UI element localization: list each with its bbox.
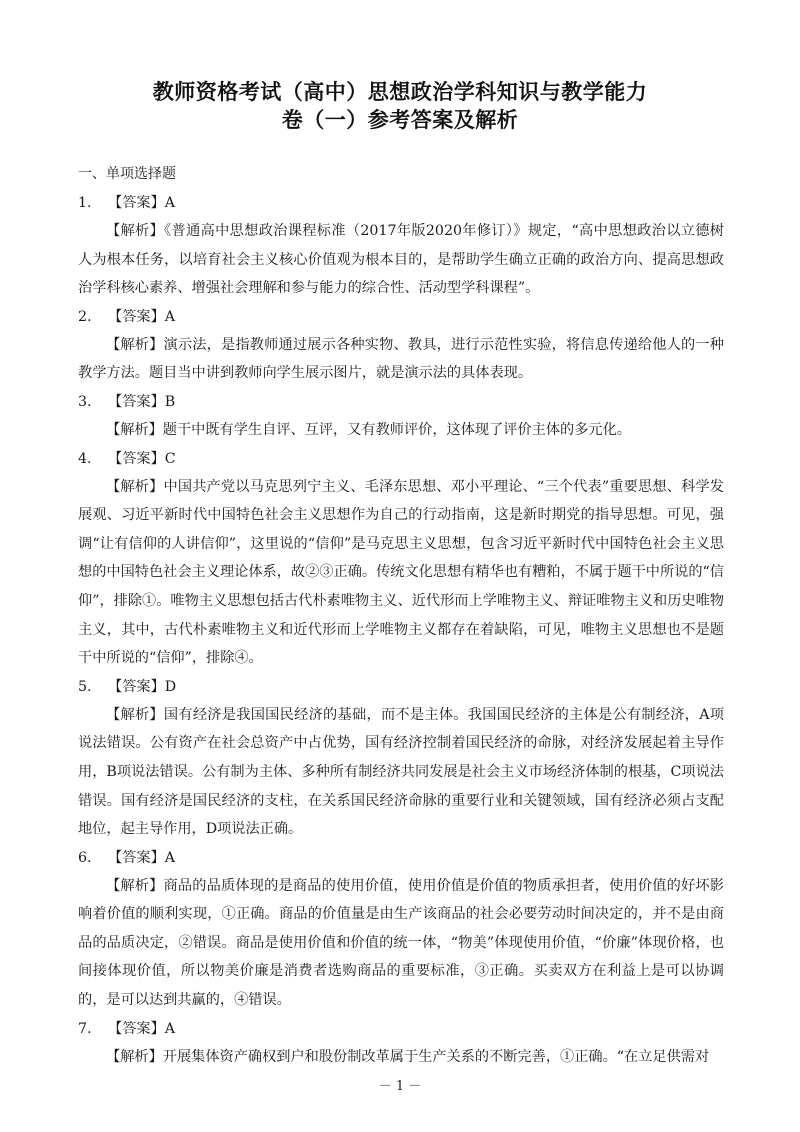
- analysis-paragraph: [78, 701, 724, 844]
- answer-line: [78, 845, 724, 872]
- analysis-paragraph: [78, 872, 724, 1015]
- answer-label: 【答案】: [108, 678, 165, 695]
- analysis-text: 《普通高中思想政治课程标准（2017年版2020年修订）》规定，“高中思想政治以立德树人为根本任务，以培育社会主义核心价值观为根本目的，是帮助学生确立正确的政治方向、提高思想政治学科核心素养、增强社会理解和参与能力的综合性、活动型学科课程”。: [78, 223, 724, 297]
- answer-value: B: [164, 393, 176, 410]
- answer-value: A: [164, 849, 176, 866]
- question-number: 6.: [78, 849, 92, 866]
- question-number: 7.: [78, 1020, 92, 1037]
- answer-value: A: [164, 1020, 176, 1037]
- analysis-label: 【解析】: [106, 706, 164, 723]
- analysis-paragraph: [78, 416, 724, 445]
- answer-line: [78, 1016, 724, 1043]
- answer-label: 【答案】: [108, 393, 165, 410]
- answer-label: 【答案】: [108, 195, 165, 211]
- section-heading: 一、单项选择题: [78, 166, 176, 182]
- answer-line: [78, 389, 724, 416]
- answer-line: [78, 190, 724, 217]
- answer-value: A: [164, 195, 176, 211]
- analysis-paragraph: [78, 331, 724, 388]
- analysis-label: 【解析】: [106, 421, 163, 438]
- question-number: 1.: [78, 195, 92, 211]
- answer-value: A: [164, 308, 176, 325]
- analysis-text: 演示法，是指教师通过展示各种实物、教具，进行示范性实验，将信息传递给他人的一种教学方法。题目当中讲到教师向学生展示图片，就是演示法的具体表现。: [78, 336, 724, 382]
- answer-line: [78, 674, 724, 701]
- analysis-text: 开展集体资产确权到户和股份制改革属于生产关系的不断完善，①正确。“在立足供需对: [162, 1048, 710, 1065]
- answer-value: D: [164, 678, 177, 695]
- question-number: 4.: [78, 450, 92, 467]
- analysis-label: 【解析】: [106, 336, 164, 353]
- analysis-label: 【解析】: [106, 877, 164, 894]
- analysis-paragraph: [78, 1043, 724, 1072]
- answer-value: C: [164, 450, 176, 467]
- answer-label: 【答案】: [108, 450, 165, 467]
- analysis-label: 【解析】: [106, 478, 164, 495]
- analysis-label: 【解析】: [106, 1048, 163, 1065]
- analysis-text: 商品的品质体现的是商品的使用价值，使用价值是价值的物质承担者，使用价值的好坏影响着价值的顺利实现，①正确。商品的价值量是由生产该商品的社会必要劳动时间决定的，并不是由商品的品质决定，②错误。商品是使用价值和价值的统一体，“物美”体现使用价值，“价廉”体现价格，也间接体现价值，所以物美价廉是消费者选购商品的重要标准，③正确。买卖双方在利益上是可以协调的，是可以达到共赢的，④错误。: [78, 877, 724, 1009]
- answer-line: [78, 446, 724, 473]
- answer-label: 【答案】: [108, 308, 165, 325]
- analysis-text: 中国共产党以马克思列宁主义、毛泽东思想、邓小平理论、“三个代表”重要思想、科学发展观、习近平新时代中国特色社会主义思想作为自己的行动指南，这是新时期党的指导思想。可见，强调“让有信仰的人讲信仰”，这里说的“信仰”是马克思主义思想，包含习近平新时代中国特色社会主义思想的中国特色社会主义理论体系，故②③正确。传统文化思想有精华也有糟粕，不属于题干中所说的“信仰”，排除①。唯物主义思想包括古代朴素唯物主义、近代形而上学唯物主义、辩证唯物主义和历史唯物主义，其中，古代朴素唯物主义和近代形而上学唯物主义都存在着缺陷，可见，唯物主义思想也不是题干中所说的“信仰”，排除④。: [78, 478, 724, 667]
- question-number: 2.: [78, 308, 92, 325]
- question-number: 3.: [78, 393, 92, 410]
- analysis-paragraph: [78, 473, 724, 673]
- analysis-label: 【解析】: [106, 223, 165, 239]
- answer-label: 【答案】: [108, 1020, 165, 1037]
- analysis-paragraph: [78, 217, 724, 303]
- analysis-text: 题干中既有学生自评、互评，又有教师评价，这体现了评价主体的多元化。: [162, 421, 631, 438]
- analysis-text: 国有经济是我国国民经济的基础，而不是主体。我国国民经济的主体是公有制经济，A项说法错误。公有资产在社会总资产中占优势，国有经济控制着国民经济的命脉，对经济发展起着主导作用，B项说法错误。公有制为主体、多种所有制经济共同发展是社会主义市场经济体制的根基，C项说法错误。国有经济是国民经济的支柱，在关系国民经济命脉的重要行业和关键领域，国有经济必须占支配地位，起主导作用，D项说法正确。: [78, 706, 724, 838]
- document-title: 教师资格考试（高中）思想政治学科知识与教学能力: [152, 80, 648, 104]
- question-number: 5.: [78, 678, 92, 695]
- page-number: － 1 －: [378, 1079, 422, 1094]
- answer-list: [78, 190, 724, 1072]
- answer-label: 【答案】: [108, 849, 165, 866]
- document-subtitle: 卷（一）参考答案及解析: [281, 108, 519, 132]
- answer-line: [78, 304, 724, 331]
